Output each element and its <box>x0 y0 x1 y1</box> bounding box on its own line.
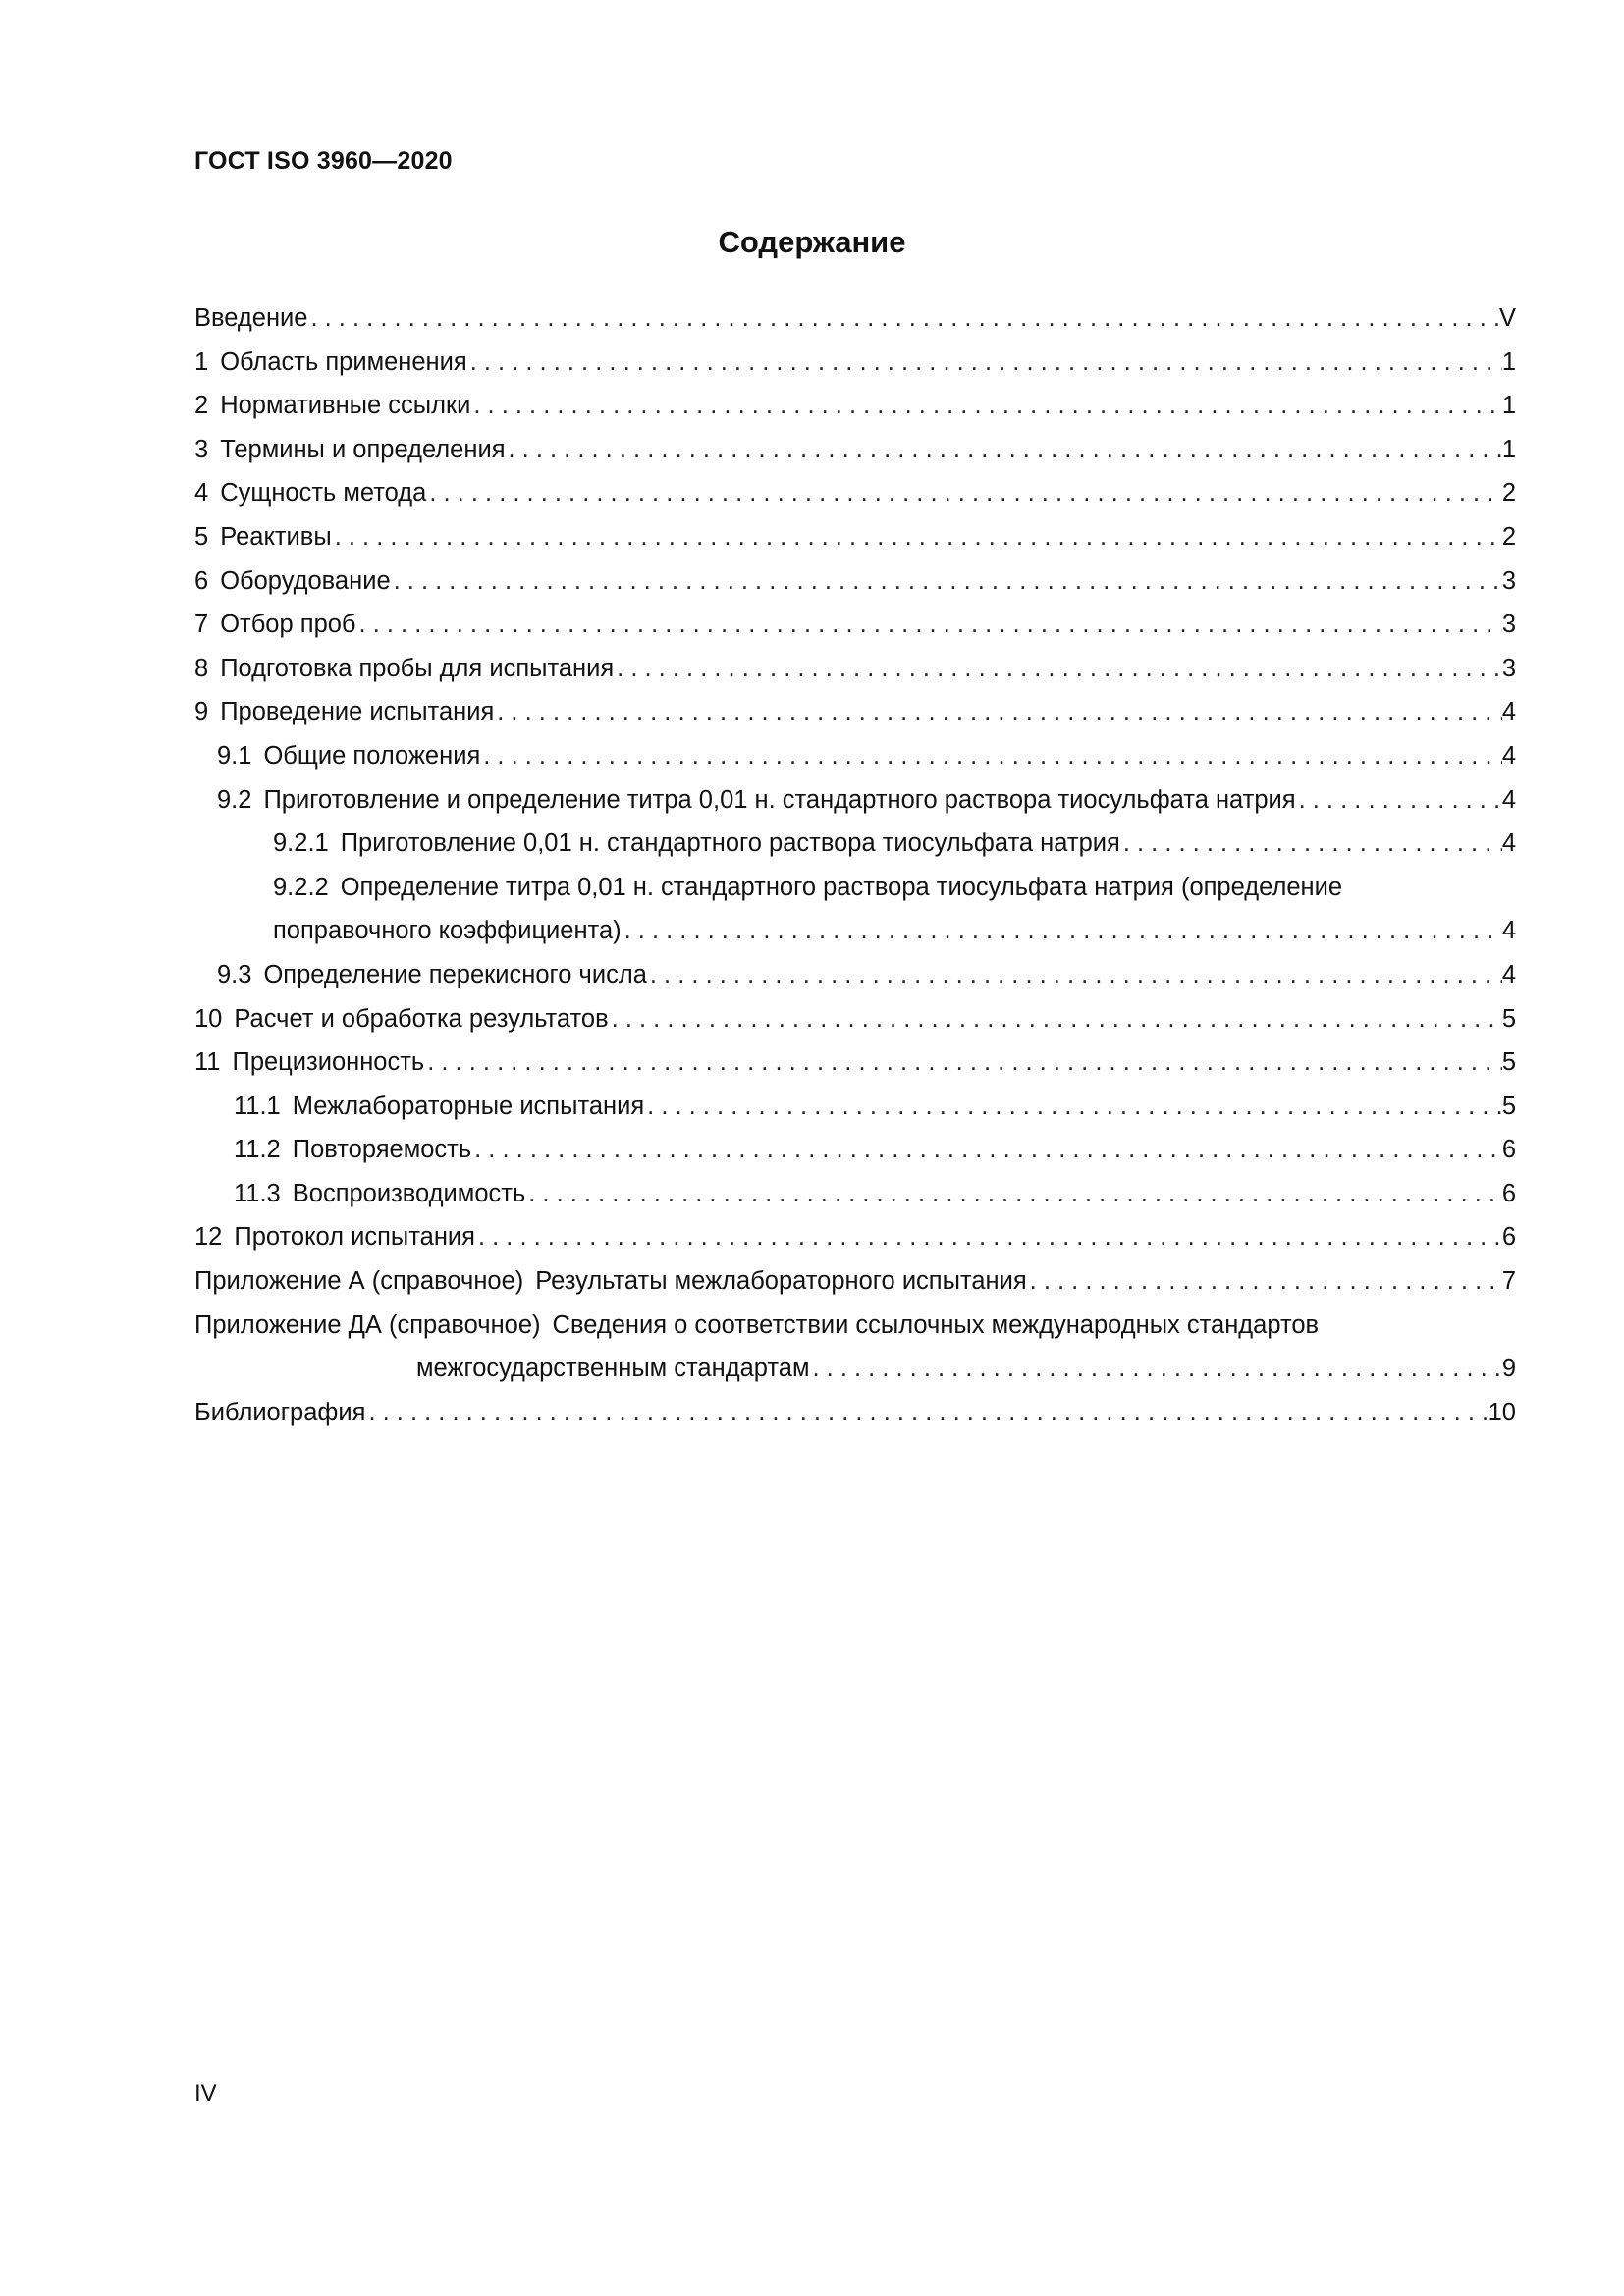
toc-dot-leader <box>471 1128 1502 1172</box>
toc-entry-line-1 <box>194 1304 1516 1348</box>
toc-entry-number: 3 <box>194 435 209 463</box>
toc-dot-leader <box>307 296 1499 341</box>
toc-entry-3[interactable] <box>194 428 1516 472</box>
toc-entry-title-cont: межгосударственным стандартам <box>416 1355 810 1383</box>
toc-entry-11-3[interactable] <box>194 1172 1516 1216</box>
toc-entry-page: 4 <box>1501 960 1516 988</box>
toc-entry-title: Протокол испытания <box>234 1223 475 1252</box>
toc-entry-number: 12 <box>194 1223 223 1252</box>
toc-entry-title: Общие положения <box>263 741 481 770</box>
toc-entry-label <box>194 560 391 604</box>
toc-entry-title: Расчет и обработка результатов <box>234 1004 609 1033</box>
toc-dot-leader <box>614 647 1502 691</box>
toc-entry-title: Результаты межлабораторного испытания <box>535 1267 1027 1296</box>
toc-entry-title: Нормативные ссылки <box>220 392 471 420</box>
toc-entry-number: 5 <box>194 522 209 551</box>
toc-entry-number: 4 <box>194 479 209 507</box>
toc-entry-page: 4 <box>1501 741 1516 770</box>
toc-entry-number: 11.2 <box>234 1136 281 1164</box>
toc-entry-9-1[interactable] <box>194 734 1516 778</box>
toc-entry-number: 11.1 <box>234 1092 281 1120</box>
toc-entry-title: Воспроизводимость <box>292 1179 526 1207</box>
toc-entry-page: 10 <box>1488 1398 1516 1426</box>
toc-entry-label <box>194 341 467 385</box>
toc-dot-leader <box>475 1215 1502 1259</box>
toc-entry-label <box>194 1215 475 1259</box>
toc-entry-label <box>234 1085 644 1129</box>
toc-entry-title: Проведение испытания <box>220 698 495 726</box>
toc-entry-11-1[interactable] <box>194 1085 1516 1129</box>
toc-entry-label <box>194 428 506 472</box>
toc-entry-9-2-2[interactable] <box>194 866 1516 953</box>
toc-entry-6[interactable] <box>194 560 1516 604</box>
toc-entry-title-cont: поправочного коэффициента) <box>273 917 622 945</box>
toc-entry-number: 9.1 <box>217 741 252 770</box>
toc-entry-page: 1 <box>1501 435 1516 463</box>
toc-entry-title: Отбор проб <box>220 611 356 639</box>
toc-title: Содержание <box>718 225 906 259</box>
toc-dot-leader <box>467 341 1502 385</box>
toc-dot-leader <box>525 1172 1502 1216</box>
toc-entry-title: Определение титра 0,01 н. стандартного раствора тиосульфата натрия (определение <box>340 873 1343 901</box>
toc-entry-title: Прецизионность <box>232 1048 425 1077</box>
toc-entry-label <box>194 471 426 515</box>
toc-entry-label <box>234 1128 471 1172</box>
toc-entry-page: 4 <box>1501 917 1516 945</box>
toc-entry-8[interactable] <box>194 647 1516 691</box>
toc-dot-leader <box>1120 822 1502 866</box>
toc-entry-9-2[interactable] <box>194 778 1516 823</box>
toc-entry-1[interactable] <box>194 341 1516 385</box>
toc-entry-number: 6 <box>194 566 209 595</box>
toc-entry-annex-a[interactable] <box>194 1259 1516 1304</box>
toc-entry-title: Реактивы <box>220 522 332 551</box>
toc-entry-number: 9.2 <box>217 785 252 814</box>
toc-entry-title: Межлабораторные испытания <box>292 1092 645 1120</box>
toc-entry-11[interactable] <box>194 1041 1516 1085</box>
toc-entry-page: 6 <box>1501 1136 1516 1164</box>
toc-entry-line-1 <box>273 866 1516 910</box>
toc-dot-leader <box>480 734 1502 778</box>
toc-dot-leader <box>424 1041 1502 1085</box>
toc-entry-9-2-1[interactable] <box>194 822 1516 866</box>
toc-entry-label <box>194 1259 1027 1304</box>
toc-entry-label <box>194 515 332 560</box>
toc-dot-leader <box>470 384 1501 428</box>
toc-entry-page: 2 <box>1501 479 1516 507</box>
toc-entry-page: 4 <box>1501 698 1516 726</box>
toc-entry-page: 4 <box>1501 829 1516 858</box>
toc-entry-title: Область применения <box>220 347 467 376</box>
toc-entry-4[interactable] <box>194 471 1516 515</box>
toc-entry-label: Введение <box>194 304 308 332</box>
toc-entry-9-3[interactable] <box>194 953 1516 997</box>
toc-entry-title: Термины и определения <box>220 435 506 463</box>
toc-entry-label <box>194 690 494 734</box>
toc-entry-page: 4 <box>1501 785 1516 814</box>
toc-dot-leader <box>506 428 1502 472</box>
toc-entry-page: 2 <box>1501 522 1516 551</box>
toc-entry-number: 9 <box>194 698 209 726</box>
toc-entry-label <box>234 1172 525 1216</box>
toc-dot-leader <box>1027 1259 1502 1304</box>
toc-entry-label <box>217 953 647 997</box>
toc-entry-title: Повторяемость <box>292 1136 472 1164</box>
toc-dot-leader <box>809 1347 1501 1391</box>
toc-entry-page: 9 <box>1501 1355 1516 1383</box>
toc-dot-leader <box>609 997 1502 1041</box>
toc-entry-10[interactable] <box>194 997 1516 1041</box>
toc-entry-intro[interactable] <box>194 296 1516 341</box>
toc-entry-number: Приложение А (справочное) <box>194 1267 524 1296</box>
toc-entry-page: 1 <box>1501 347 1516 376</box>
toc-entry-label <box>194 997 609 1041</box>
toc-entry-label <box>217 734 480 778</box>
toc-entry-number: 2 <box>194 392 209 420</box>
toc-entry-page: V <box>1498 304 1516 332</box>
toc-entry-number: 1 <box>194 347 209 376</box>
toc-entry-label <box>194 384 470 428</box>
toc-entry-label <box>194 1041 424 1085</box>
toc-entry-label <box>194 603 356 647</box>
toc-entry-page: 5 <box>1501 1092 1516 1120</box>
toc-entry-title: Сведения о соответствии ссылочных международных стандартов <box>552 1310 1320 1339</box>
toc-dot-leader <box>494 690 1502 734</box>
toc-entry-label: Библиография <box>194 1398 366 1426</box>
toc-dot-leader <box>622 909 1502 953</box>
toc-entry-number: 8 <box>194 654 209 682</box>
toc-entry-page: 3 <box>1501 611 1516 639</box>
toc-entry-page: 1 <box>1501 392 1516 420</box>
toc-dot-leader <box>356 603 1502 647</box>
toc-entry-number: Приложение ДА (справочное) <box>194 1310 541 1339</box>
toc-dot-leader <box>647 953 1502 997</box>
toc-entry-number: 10 <box>194 1004 223 1033</box>
toc-entry-number: 11 <box>194 1048 221 1077</box>
toc-entry-9[interactable] <box>194 690 1516 734</box>
toc-entry-number: 9.3 <box>217 960 252 988</box>
toc-entry-title: Приготовление и определение титра 0,01 н. стандартного раствора тиосульфата натрия <box>263 785 1296 814</box>
table-of-contents <box>194 296 1516 1434</box>
toc-entry-title: Приготовление 0,01 н. стандартного раствора тиосульфата натрия <box>340 829 1120 858</box>
toc-entry-label <box>194 647 614 691</box>
toc-entry-page: 5 <box>1501 1048 1516 1077</box>
toc-entry-2[interactable] <box>194 384 1516 428</box>
toc-dot-leader <box>644 1085 1502 1129</box>
toc-entry-page: 5 <box>1501 1004 1516 1033</box>
toc-entry-annex-da[interactable] <box>194 1304 1516 1391</box>
toc-entry-label <box>217 778 1296 823</box>
toc-entry-line-2 <box>273 909 1516 953</box>
toc-entry-page: 6 <box>1501 1223 1516 1252</box>
page-number: IV <box>194 2080 217 2107</box>
toc-entry-page: 7 <box>1501 1267 1516 1296</box>
toc-entry-title: Оборудование <box>220 566 391 595</box>
toc-dot-leader <box>332 515 1502 560</box>
toc-dot-leader <box>391 560 1502 604</box>
toc-entry-label <box>273 822 1120 866</box>
toc-entry-page: 3 <box>1501 566 1516 595</box>
toc-entry-number: 7 <box>194 611 209 639</box>
toc-entry-page: 3 <box>1501 654 1516 682</box>
toc-entry-title: Определение перекисного числа <box>263 960 647 988</box>
toc-entry-title: Сущность метода <box>220 479 427 507</box>
toc-entry-title: Подготовка пробы для испытания <box>220 654 615 682</box>
toc-entry-11-2[interactable] <box>194 1128 1516 1172</box>
toc-entry-5[interactable] <box>194 515 1516 560</box>
toc-entry-bibliography[interactable] <box>194 1391 1516 1435</box>
toc-dot-leader <box>365 1391 1488 1435</box>
toc-entry-number: 9.2.2 <box>273 873 329 901</box>
toc-entry-number: 9.2.1 <box>273 829 329 858</box>
toc-entry-page: 6 <box>1501 1179 1516 1207</box>
toc-entry-12[interactable] <box>194 1215 1516 1259</box>
toc-entry-line-2 <box>194 1347 1516 1391</box>
toc-entry-7[interactable] <box>194 603 1516 647</box>
document-code: ГОСТ ISO 3960—2020 <box>194 147 453 175</box>
toc-entry-number: 11.3 <box>234 1179 281 1207</box>
toc-dot-leader <box>1296 778 1502 823</box>
toc-dot-leader <box>426 471 1501 515</box>
